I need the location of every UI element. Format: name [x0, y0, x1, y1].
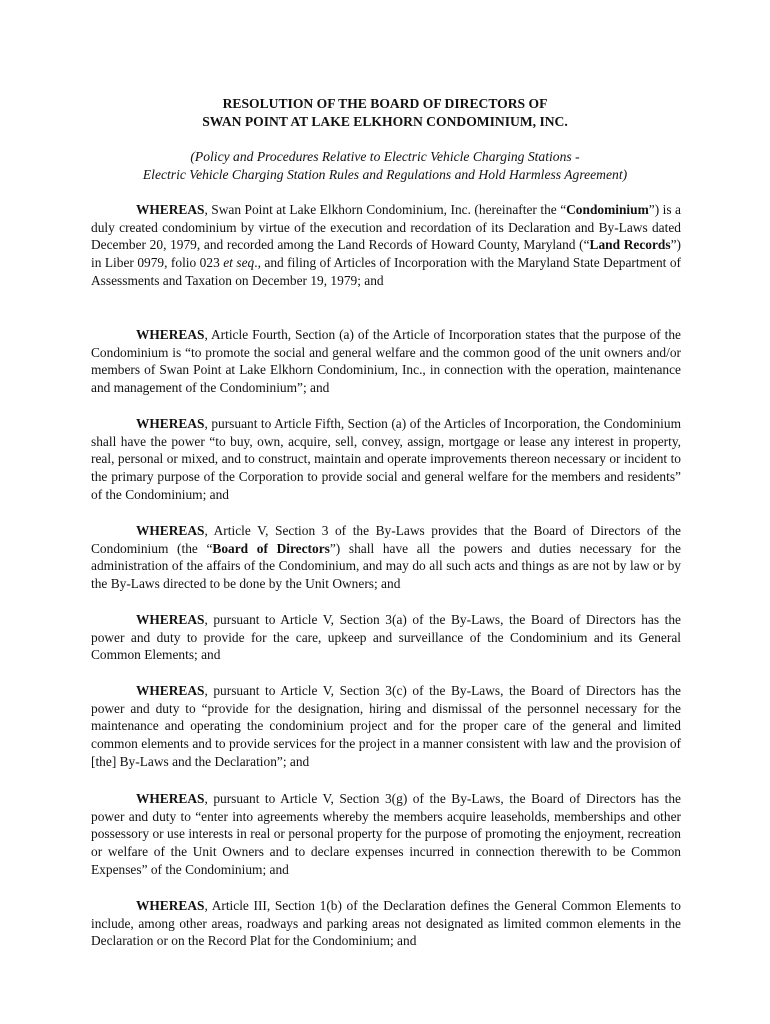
whereas-paragraph-2	[91, 326, 681, 397]
whereas-paragraph-6	[91, 682, 681, 771]
whereas-paragraph-5	[91, 611, 681, 664]
paragraph-text: , Article Fourth, Section (a) of the Article of Incorporation states that the purpose of the Condominium is “to promote the social and general welfare and the common good of the unit owners and/or members of Swan Point at Lake Elkhorn Condominium, Inc., in connection with the operation, maintenance and management of the Condominium”; and	[91, 327, 681, 396]
title-line-2: SWAN POINT AT LAKE ELKHORN CONDOMINIUM, INC.	[202, 114, 568, 129]
whereas-paragraph-1	[91, 201, 681, 290]
whereas-keyword: WHEREAS	[136, 327, 205, 342]
document-title	[0, 95, 770, 131]
paragraph-text: , pursuant to Article V, Section 3(g) of the By-Laws, the Board of Directors has the power and duty to “enter into agreements whereby the members acquire leaseholds, memberships and other possessory or use interests in real or personal property for the purpose of promoting the enjoyment, recreation or welfare of the Unit Owners and to declare expenses incurred in connection therewith to be Common Expenses” of the Condominium; and	[91, 791, 681, 877]
whereas-keyword: WHEREAS	[136, 898, 205, 913]
subtitle-line-2: Electric Vehicle Charging Station Rules and Regulations and Hold Harmless Agreement)	[142, 167, 628, 182]
whereas-paragraph-7	[91, 790, 681, 879]
defined-term: Board of Directors	[212, 540, 330, 556]
subtitle-line-1: (Policy and Procedures Relative to Electric Vehicle Charging Stations -	[190, 149, 580, 164]
whereas-keyword: WHEREAS	[136, 612, 205, 627]
paragraph-text: ., and filing of Articles of Incorporation with the Maryland State Department of Assessments and Taxation on December 19, 1979; and	[91, 255, 681, 288]
paragraph-text: , Swan Point at Lake Elkhorn Condominium, Inc. (hereinafter the “	[204, 202, 567, 217]
italic-term: et seq	[223, 255, 255, 271]
paragraph-text: ”) in Liber 0979, folio 023	[91, 237, 681, 271]
whereas-keyword: WHEREAS	[136, 683, 205, 698]
whereas-keyword: WHEREAS	[136, 416, 205, 431]
paragraph-text: , pursuant to Article Fifth, Section (a) of the Articles of Incorporation, the Condominium shall have the power “to buy, own, acquire, sell, convey, assign, mortgage or lease any interest in property, real, personal or mixed, and to construct, maintain and operate improvements thereon necessary or incident to the primary purpose of the Corporation to provide social and general welfare for the members and residents” of the Condominium; and	[91, 416, 681, 502]
whereas-keyword: WHEREAS	[136, 791, 205, 806]
whereas-paragraph-4	[91, 522, 681, 593]
whereas-paragraph-8	[91, 897, 681, 950]
paragraph-text: , Article III, Section 1(b) of the Declaration defines the General Common Elements to include, among other areas, roadways and parking areas not designated as limited common elements in the Declaration or on the Record Plat for the Condominium; and	[91, 898, 681, 949]
paragraph-text: ”) shall have all the powers and duties necessary for the administration of the affairs of the Condominium, and may do all such acts and things as are not by law or by the By-Laws directed to be done by the Unit Owners; and	[91, 540, 681, 592]
whereas-keyword: WHEREAS	[136, 523, 205, 538]
whereas-keyword: WHEREAS	[136, 202, 205, 217]
paragraph-text: , Article V, Section 3 of the By-Laws provides that the Board of Directors of the Condominium (the “	[91, 523, 681, 556]
defined-term: Condominium	[566, 202, 649, 217]
whereas-paragraph-3	[91, 415, 681, 504]
paragraph-text: , pursuant to Article V, Section 3(c) of the By-Laws, the Board of Directors has the power and duty to “provide for the designation, hiring and dismissal of the personnel necessary for the maintenance and operating the condominium project and for the proper care of the general and limited common elements and to provide services for the project in a manner consistent with law and the provision of [the] By-Laws and the Declaration”; and	[91, 683, 681, 769]
document-subtitle	[60, 148, 710, 184]
defined-term: Land Records	[589, 237, 671, 253]
paragraph-text: , pursuant to Article V, Section 3(a) of the By-Laws, the Board of Directors has the power and duty to provide for the care, upkeep and surveillance of the Condominium and its General Common Elements; and	[91, 612, 681, 663]
title-line-1: RESOLUTION OF THE BOARD OF DIRECTORS OF	[222, 96, 548, 111]
paragraph-text: ”) is a duly created condominium by virtue of the execution and recordation of its Declaration and By-Laws dated December 20, 1979, and recorded among the Land Records of Howard County, Maryland (“	[91, 202, 681, 253]
